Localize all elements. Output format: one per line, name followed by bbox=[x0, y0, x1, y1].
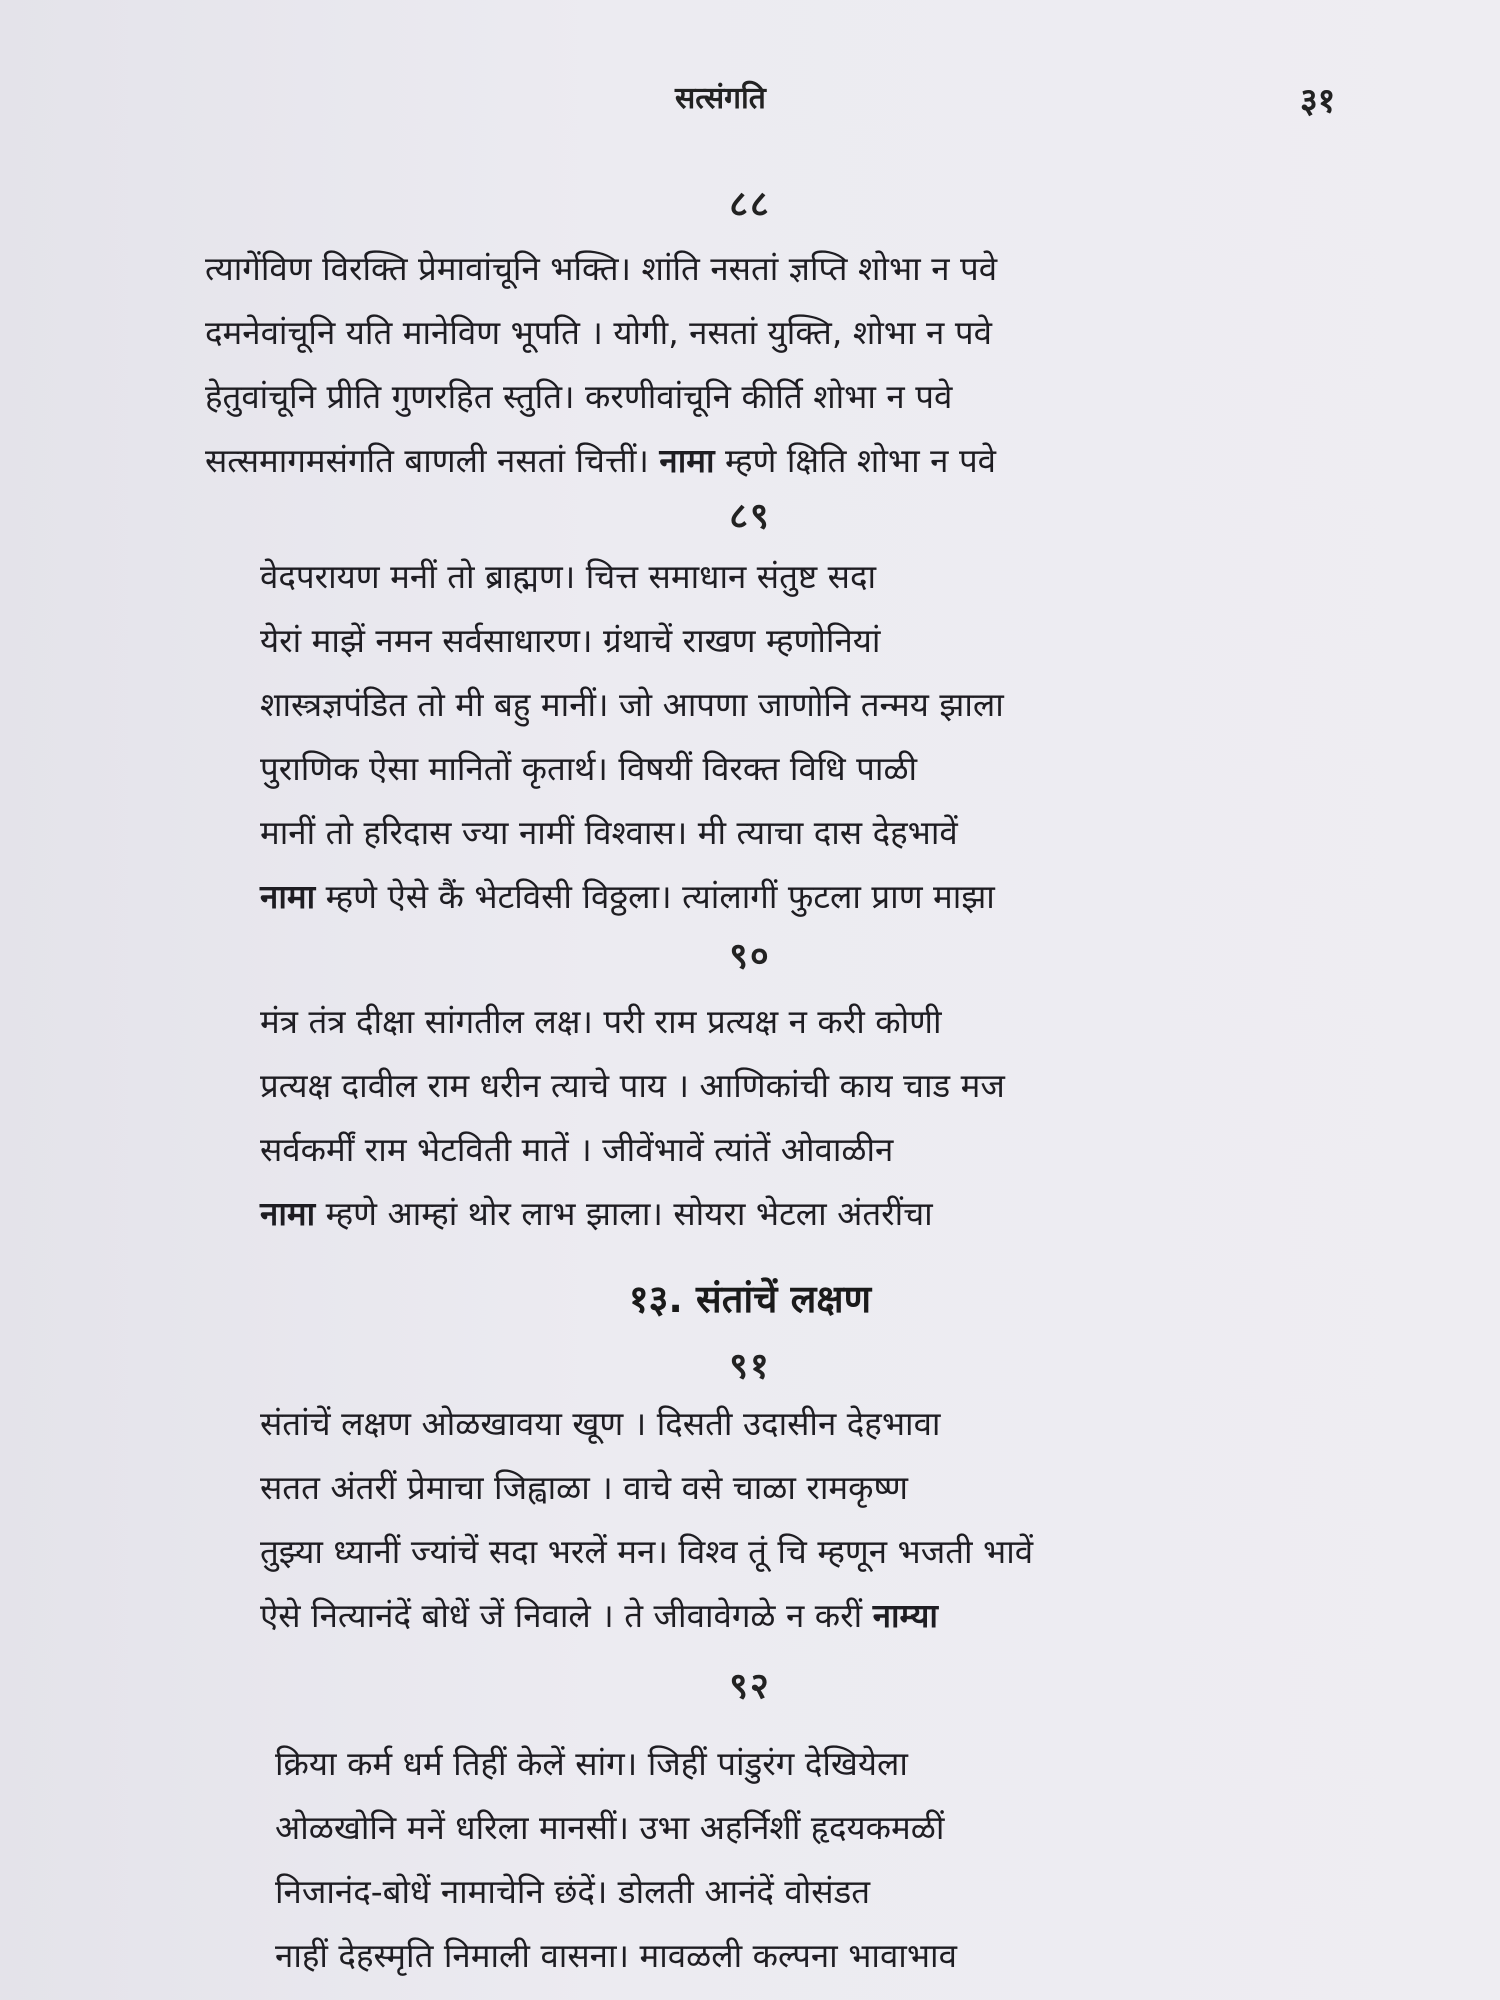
poet-signature: नामा bbox=[260, 1194, 316, 1233]
verse-line bbox=[260, 1584, 1033, 1648]
verse-90 bbox=[260, 990, 1005, 1246]
verse-line: मंत्र तंत्र दीक्षा सांगतील लक्ष। परी राम प्रत्यक्ष न करी कोणी bbox=[260, 1002, 942, 1041]
verse-number-88: ८८ bbox=[729, 184, 771, 225]
verse-line: निजानंद-बोधें नामाचेनि छंदें। डोलती आनंदें वोसंडत bbox=[275, 1872, 871, 1911]
verse-line: नाहीं देहस्मृति निमाली वासना। मावळली कल्पना भावाभाव bbox=[275, 1936, 957, 1975]
verse-number-89: ८९ bbox=[729, 496, 771, 537]
verse-line: दमनेवांचूनि यति मानेविण भूपति । योगी, नसतां युक्ति, शोभा न पवे bbox=[205, 313, 992, 352]
verse-line: प्रत्यक्ष दावील राम धरीन त्याचे पाय । आणिकांची काय चाड मज bbox=[260, 1066, 1005, 1105]
verse-text: सत्समागमसंगति बाणली नसतां चित्तीं। bbox=[205, 441, 649, 480]
verse-line: हेतुवांचूनि प्रीति गुणरहित स्तुति। करणीवांचूनि कीर्ति शोभा न पवे bbox=[205, 377, 953, 416]
running-title: सत्संगति bbox=[675, 81, 766, 116]
verse-line: सर्वकर्मीं राम भेटविती मातें । जीवेंभावें त्यांतें ओवाळीन bbox=[260, 1130, 894, 1169]
verse-text: म्हणे ऐसे कैं भेटविसी विठ्ठला। त्यांलागीं फुटला प्राण माझा bbox=[315, 877, 995, 916]
verse-line: संतांचें लक्षण ओळखावया खूण । दिसती उदासीन देहभावा bbox=[260, 1404, 941, 1443]
verse-line bbox=[260, 865, 1004, 929]
verse-number-91: ९१ bbox=[729, 1346, 771, 1387]
verse-line: ओळखोनि मनें धरिला मानसीं। उभा अहर्निशीं हृदयकमळीं bbox=[275, 1808, 945, 1847]
verse-number-92: ९२ bbox=[729, 1666, 771, 1707]
poet-signature: नामा bbox=[659, 441, 715, 480]
verse-line: सतत अंतरीं प्रेमाचा जिह्वाळा । वाचे वसे चाळा रामकृष्ण bbox=[260, 1468, 908, 1507]
chapter-heading: १३. संतांचें लक्षण bbox=[628, 1277, 872, 1321]
verse-text: ऐसे नित्यानंदें बोधें जें निवाले । ते जीवावेगळे न करीं bbox=[260, 1596, 863, 1635]
verse-91 bbox=[260, 1392, 1033, 1648]
verse-text: म्हणे आम्हां थोर लाभ झाला। सोयरा भेटला अंतरींचा bbox=[315, 1194, 933, 1233]
verse-line bbox=[205, 429, 997, 493]
verse-88 bbox=[205, 237, 997, 493]
verse-line: तुझ्या ध्यानीं ज्यांचें सदा भरलें मन। विश्व तूं चि म्हणून भजती भावें bbox=[260, 1532, 1034, 1571]
verse-text: म्हणे क्षिति शोभा न पवे bbox=[714, 441, 997, 480]
page-number: ३१ bbox=[1300, 81, 1336, 121]
verse-92 bbox=[275, 1732, 957, 1988]
verse-line: शास्त्रज्ञपंडित तो मी बहु मानीं। जो आपणा जाणोनि तन्मय झाला bbox=[260, 685, 1004, 724]
verse-line: क्रिया कर्म धर्म तिहीं केलें सांग। जिहीं पांडुरंग देखियेला bbox=[275, 1744, 908, 1783]
verse-line: त्यागेंविण विरक्ति प्रेमावांचूनि भक्ति। शांति नसतां ज्ञप्ति शोभा न पवे bbox=[205, 249, 998, 288]
verse-line: वेदपरायण मनीं तो ब्राह्मण। चित्त समाधान संतुष्ट सदा bbox=[260, 557, 877, 596]
verse-line: येरां माझें नमन सर्वसाधारण। ग्रंथाचें राखण म्हणोनियां bbox=[260, 621, 881, 660]
poet-signature: नाम्या bbox=[872, 1596, 938, 1635]
poet-signature: नामा bbox=[260, 877, 316, 916]
verse-line bbox=[260, 1182, 1005, 1246]
verse-number-90: ९० bbox=[729, 936, 771, 977]
verse-line: मानीं तो हरिदास ज्या नामीं विश्वास। मी त्याचा दास देहभावें bbox=[260, 813, 958, 852]
verse-89 bbox=[260, 545, 1004, 929]
running-header bbox=[0, 70, 1500, 120]
verse-line: पुराणिक ऐसा मानितों कृतार्थ। विषयीं विरक्त विधि पाळी bbox=[260, 749, 918, 788]
